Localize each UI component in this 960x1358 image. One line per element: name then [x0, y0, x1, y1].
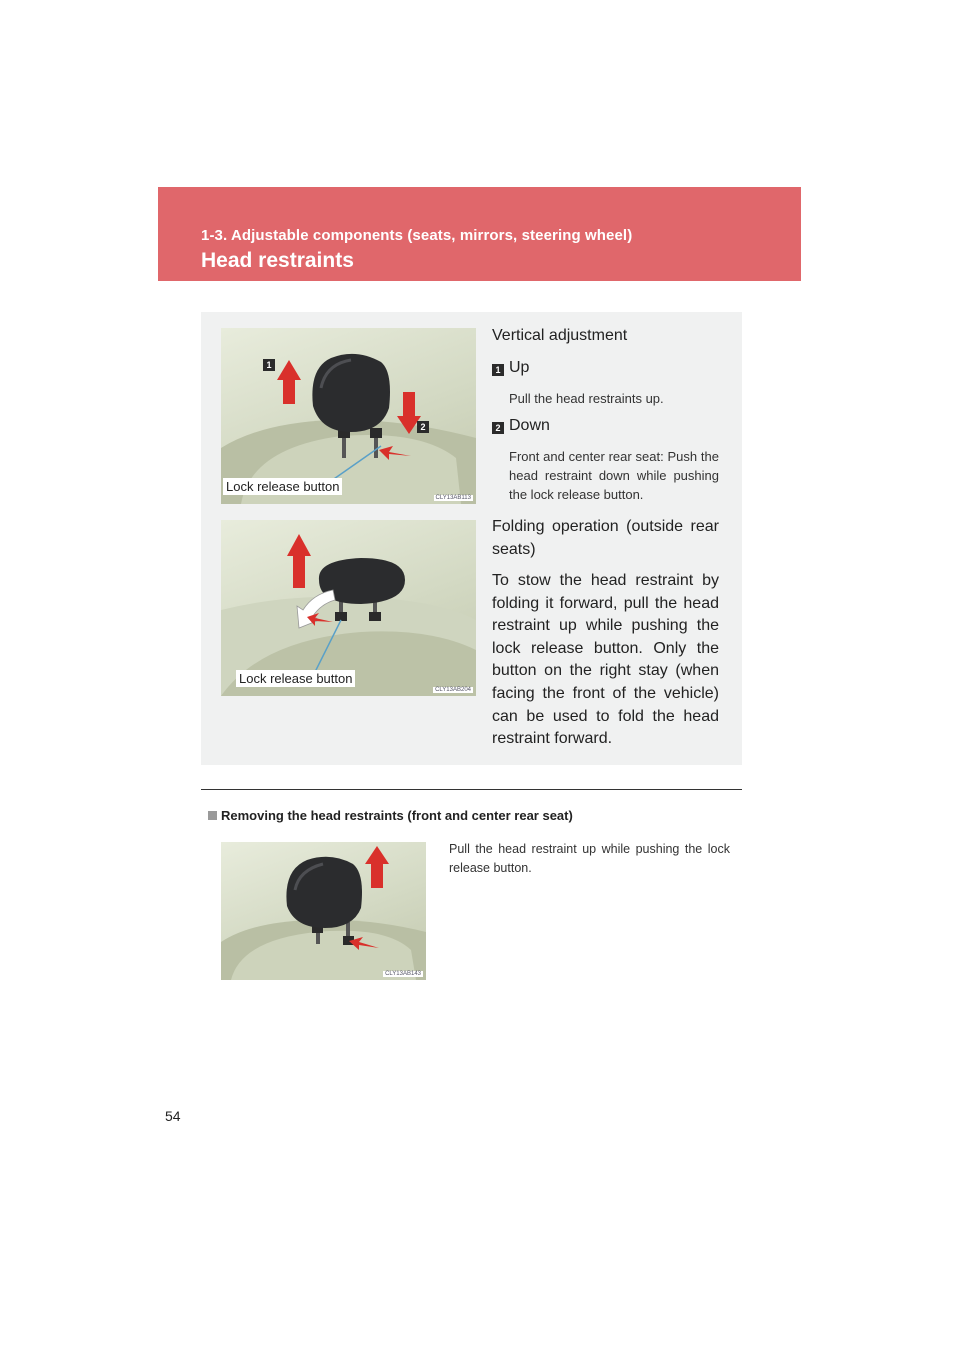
- figure-folding-operation: [221, 520, 476, 696]
- step-label-up: Up: [509, 359, 530, 376]
- section-title: 1-3. Adjustable components (seats, mirrors, steering wheel): [201, 227, 633, 244]
- removing-illustration: [221, 842, 426, 980]
- section-divider: [201, 789, 742, 790]
- figure-code-3: CLY13AB143: [385, 971, 421, 977]
- removing-heading: [208, 808, 573, 823]
- step-label-down: Down: [509, 417, 550, 434]
- figure-badge-2: 2: [417, 421, 429, 433]
- section-header: [158, 187, 801, 281]
- page-number: 54: [165, 1108, 181, 1124]
- lock-release-callout: Lock release button: [223, 478, 342, 495]
- step-text-down: Front and center rear seat: Push the head restraint down while pushing the lock release button.: [509, 449, 719, 502]
- square-bullet-icon: [208, 811, 217, 820]
- page-title: Head restraints: [201, 249, 354, 272]
- folding-text: To stow the head restraint by folding it forward, pull the head restraint up while pushing the lock release button. Only the button on the right stay (when facing the front of the vehicle) can be used to fold the head restraint forward.: [492, 572, 719, 748]
- figure-badge-1: 1: [263, 359, 275, 371]
- removing-heading-text: Removing the head restraints (front and center rear seat): [221, 808, 573, 823]
- step-text-up: Pull the head restraints up.: [509, 391, 664, 406]
- removing-text: Pull the head restraint up while pushing the lock release button.: [449, 842, 730, 875]
- figure-code: CLY13AB113: [435, 495, 471, 501]
- figure-removing: [221, 842, 426, 980]
- figure-vertical-adjustment: [221, 328, 476, 504]
- lock-release-callout-2: Lock release button: [236, 670, 355, 687]
- vertical-adjustment-heading: Vertical adjustment: [492, 327, 628, 344]
- folding-heading: Folding operation (outside rear seats): [492, 518, 719, 558]
- step-badge-down: 2: [492, 422, 504, 434]
- step-badge-up: 1: [492, 364, 504, 376]
- figure-code-2: CLY13AB204: [435, 687, 471, 693]
